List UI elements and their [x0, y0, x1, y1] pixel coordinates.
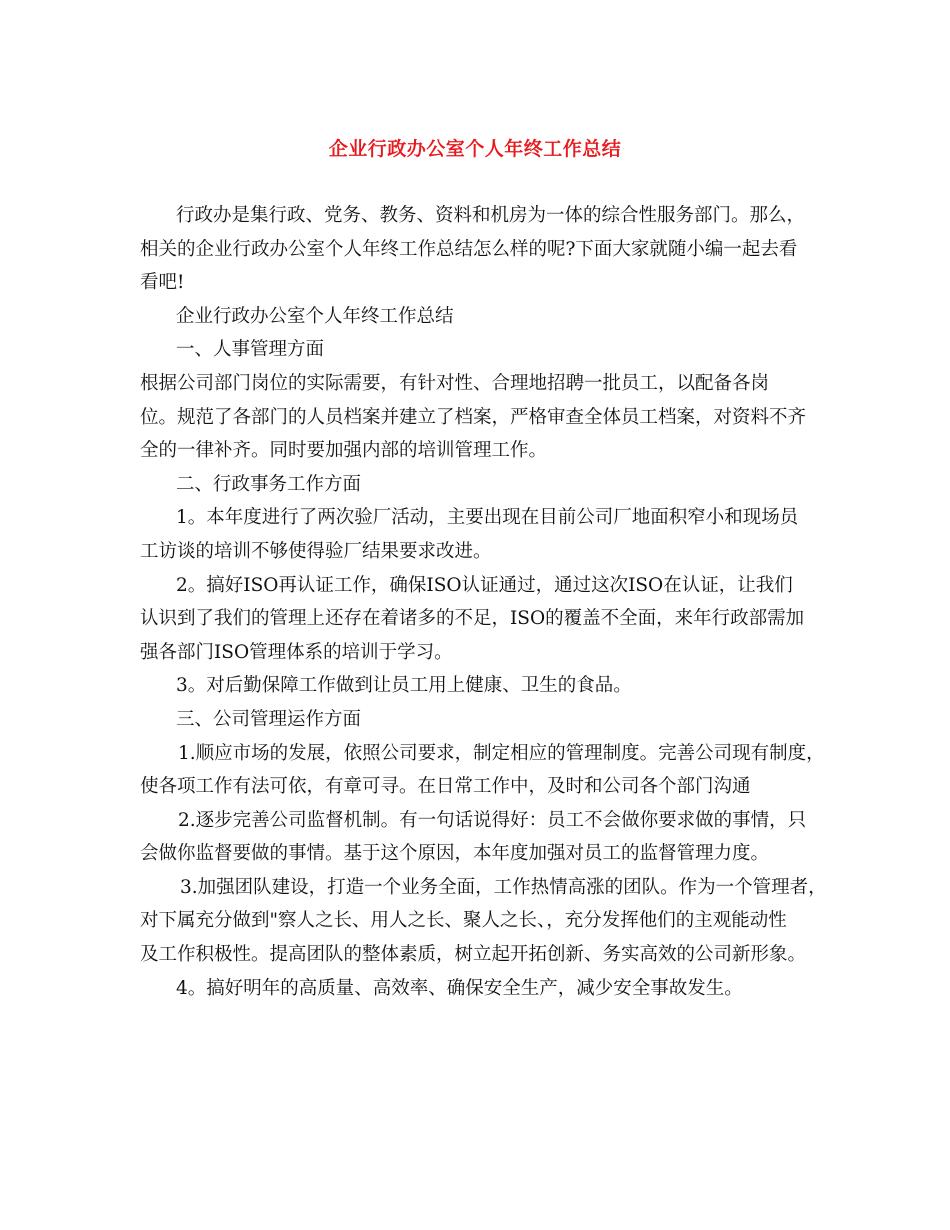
document-title: 企业行政办公室个人年终工作总结: [328, 138, 622, 160]
paragraph-line: 工访谈的培训不够使得验厂结果要求改进。: [140, 540, 492, 562]
paragraph-line: 会做你监督要做的事情。基于这个原因，本年度加强对员工的监督管理力度。: [140, 843, 770, 865]
paragraph-line: 位。规范了各部门的人员档案并建立了档案，严格审查全体员工档案，对资料不齐: [140, 406, 807, 428]
paragraph-line: 1。本年度进行了两次验厂活动，主要出现在目前公司厂地面积窄小和现场员: [176, 507, 799, 529]
paragraph-line: 2.逐步完善公司监督机制。有一句话说得好：员工不会做你要求做的事情，只: [178, 809, 807, 831]
paragraph-line: 2。搞好ISO再认证工作，确保ISO认证通过，通过这次ISO在认证，让我们: [176, 574, 793, 596]
section-title-line: 企业行政办公室个人年终工作总结: [176, 305, 454, 327]
document-body: [140, 199, 827, 1005]
paragraph-line: 1.顺应市场的发展，依照公司要求，制定相应的管理制度。完善公司现有制度，: [178, 742, 825, 764]
paragraph-line: 认识到了我们的管理上还存在着诸多的不足，ISO的覆盖不全面，来年行政部需加: [140, 608, 805, 630]
paragraph-line: 4。搞好明年的高质量、高效率、确保安全生产，减少安全事故发生。: [176, 977, 743, 999]
paragraph-line: 使各项工作有法可依，有章可寻。在日常工作中，及时和公司各个部门沟通: [140, 776, 751, 798]
paragraph-line: 及工作积极性。提高团队的整体素质，树立起开拓创新、务实高效的公司新形象。: [140, 944, 807, 966]
paragraph-line: 3。对后勤保障工作做到让员工用上健康、卫生的食品。: [176, 675, 632, 697]
paragraph-line: 3.加强团队建设，打造一个业务全面，工作热情高涨的团队。作为一个管理者，: [180, 876, 827, 898]
paragraph-line: 相关的企业行政办公室个人年终工作总结怎么样的呢?下面大家就随小编一起去看: [140, 238, 798, 260]
paragraph-line: 全的一律补齐。同时要加强内部的培训管理工作。: [140, 440, 548, 462]
paragraph-line: 对下属充分做到"察人之长、用人之长、聚人之长、，充分发挥他们的主观能动性: [140, 910, 787, 932]
section-heading: 二、行政事务工作方面: [176, 473, 362, 495]
paragraph-line: 行政办是集行政、党务、教务、资料和机房为一体的综合性服务部门。那么，: [176, 205, 806, 226]
paragraph-line: 根据公司部门岗位的实际需要，有针对性、合理地招聘一批员工，以配备各岗: [140, 372, 770, 394]
paragraph-line: 看吧!: [140, 272, 185, 294]
section-heading: 三、公司管理运作方面: [176, 708, 362, 730]
section-heading: 一、人事管理方面: [176, 339, 325, 361]
paragraph-line: 强各部门ISO管理体系的培训于学习。: [140, 641, 453, 663]
